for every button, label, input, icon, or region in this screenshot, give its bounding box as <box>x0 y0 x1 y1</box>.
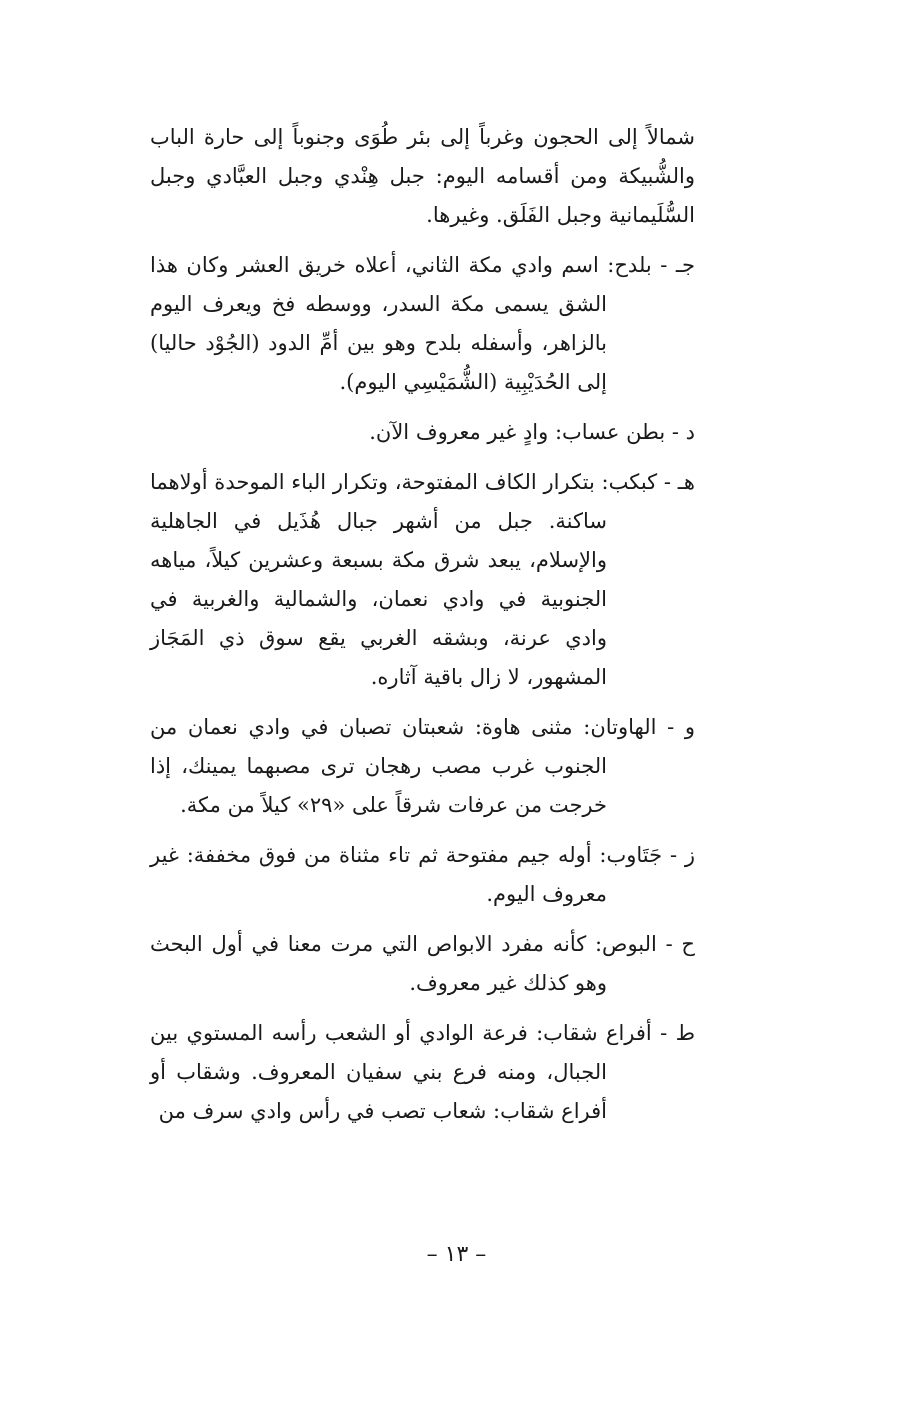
entry-ta-afra-shiqab: ط - أفراع شقاب: فرعة الوادي أو الشعب رأسه المستوي بين الجبال، ومنه فرع بني سفيان المعروف. وشقاب أو أفراع شقاب: شعاب تصب في رأس وادي سرف من <box>150 1021 695 1123</box>
entry-ha-albous: ح - البوص: كأنه مفرد الابواص التي مرت معنا في أول البحث وهو كذلك غير معروف. <box>150 932 695 995</box>
entry-waw-alhawatan: و - الهاوتان: مثنى هاوة: شعبتان تصبان في وادي نعمان من الجنوب غرب مصب رهجان ترى مصبهما يمينك، إذا خرجت من عرفات شرقاً على «٢٩» كيلاً من مكة. <box>150 715 695 817</box>
body-text <box>150 118 695 1142</box>
intro-paragraph: شمالاً إلى الحجون وغرباً إلى بئر طُوَى وجنوباً إلى حارة الباب والشُّبيكة ومن أقسامه اليوم: جبل هِنْدي وجبل العبَّادي وجبل السُّلَيمانية وجبل الفَلَق. وغيرها. <box>150 125 695 227</box>
entry-zay-jataweb: ز - جَتَاوب: أوله جيم مفتوحة ثم تاء مثناة من فوق مخففة: غير معروف اليوم. <box>150 843 695 906</box>
entry-jim-baldah: جـ - بلدح: اسم وادي مكة الثاني، أعلاه خريق العشر وكان هذا الشق يسمى مكة السدر، ووسطه فخ ويعرف اليوم بالزاهر، وأسفله بلدح وهو بين أمِّ الدود (الجُوْد حاليا) إلى الحُدَيْبِية (الشُّمَيْسِي اليوم). <box>150 253 695 394</box>
entry-dal-batn-asab: د - بطن عساب: وادٍ غير معروف الآن. <box>369 420 695 444</box>
page-number: – ١٣ – <box>426 1242 487 1267</box>
entry-ha-kabkab: هـ - كبكب: بتكرار الكاف المفتوحة، وتكرار الباء الموحدة أولاهما ساكنة. جبل من أشهر جبال هُذَيل في الجاهلية والإسلام، يبعد شرق مكة بسبعة وعشرين كيلاً، مياهه الجنوبية في وادي نعمان، والشمالية والغربية في وادي عرنة، وبشقه الغربي يقع سوق ذي المَجَاز المشهور، لا زال باقية آثاره. <box>150 470 695 689</box>
